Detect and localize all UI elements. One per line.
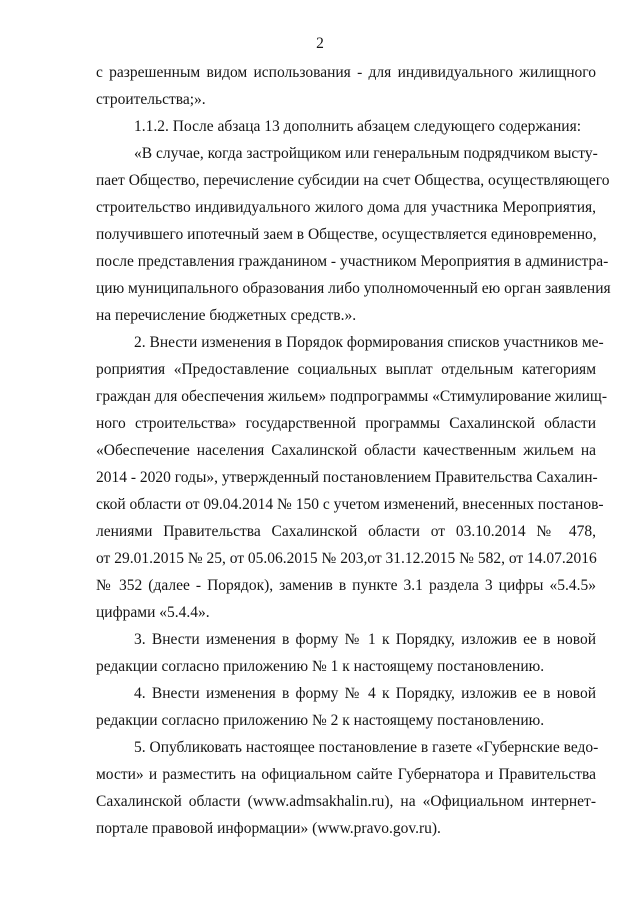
text-line: портале правовой информации» (www.pravo.gov.ru).: [96, 820, 441, 837]
text-line: № 352 (далее - Порядок), заменив в пункте 3.1 раздела 3 цифры «5.4.5»: [96, 577, 596, 594]
text-line: роприятия «Предоставление социальных выплат отдельным категориям: [96, 361, 596, 378]
text-line: строительство индивидуального жилого дома для участника Мероприятия,: [96, 199, 596, 216]
text-line: 3. Внести изменения в форму № 1 к Порядку, изложив ее в новой: [134, 631, 596, 648]
text-line: 1.1.2. После абзаца 13 дополнить абзацем следующего содержания:: [134, 118, 582, 135]
text-line: «В случае, когда застройщиком или генеральным подрядчиком высту-: [134, 145, 598, 162]
document-body: [96, 59, 611, 842]
text-line: с разрешенным видом использования - для индивидуального жилищного: [96, 64, 596, 81]
text-line: Сахалинской области (www.admsakhalin.ru), на «Официальном интернет-: [96, 793, 596, 810]
text-line: 5. Опубликовать настоящее постановление в газете «Губернские ведо-: [134, 739, 599, 756]
page-number: 2: [316, 35, 324, 52]
text-line: «Обеспечение населения Сахалинской области качественным жильем на: [96, 442, 596, 459]
text-line: строительства;».: [96, 91, 206, 108]
text-line: после представления гражданином - участником Мероприятия в администра-: [96, 253, 609, 270]
text-line: ской области от 09.04.2014 № 150 с учетом изменений, внесенных постанов-: [96, 496, 604, 513]
text-line: мости» и разместить на официальном сайте Губернатора и Правительства: [96, 766, 596, 783]
text-line: лениями Правительства Сахалинской области от 03.10.2014 № 478,: [96, 523, 596, 540]
text-line: 2. Внести изменения в Порядок формирования списков участников ме-: [134, 334, 604, 351]
text-line: от 29.01.2015 № 25, от 05.06.2015 № 203,от 31.12.2015 № 582, от 14.07.2016: [96, 550, 597, 567]
text-line: пает Общество, перечисление субсидии на счет Общества, осуществляющего: [96, 172, 610, 189]
text-line: редакции согласно приложению № 2 к настоящему постановлению.: [96, 712, 545, 729]
text-line: граждан для обеспечения жильем» подпрограммы «Стимулирование жилищ-: [96, 388, 608, 405]
text-line: редакции согласно приложению № 1 к настоящему постановлению.: [96, 658, 545, 675]
text-line: получившего ипотечный заем в Обществе, осуществляется единовременно,: [96, 226, 597, 243]
text-line: на перечисление бюджетных средств.».: [96, 307, 357, 324]
text-line: цифрами «5.4.4».: [96, 604, 210, 621]
text-line: ного строительства» государственной программы Сахалинской области: [96, 415, 596, 432]
text-line: 2014 - 2020 годы», утвержденный постановлением Правительства Сахалин-: [96, 469, 598, 486]
text-line: цию муниципального образования либо уполномоченный ею орган заявления: [96, 280, 611, 297]
text-line: 4. Внести изменения в форму № 4 к Порядку, изложив ее в новой: [134, 685, 596, 702]
